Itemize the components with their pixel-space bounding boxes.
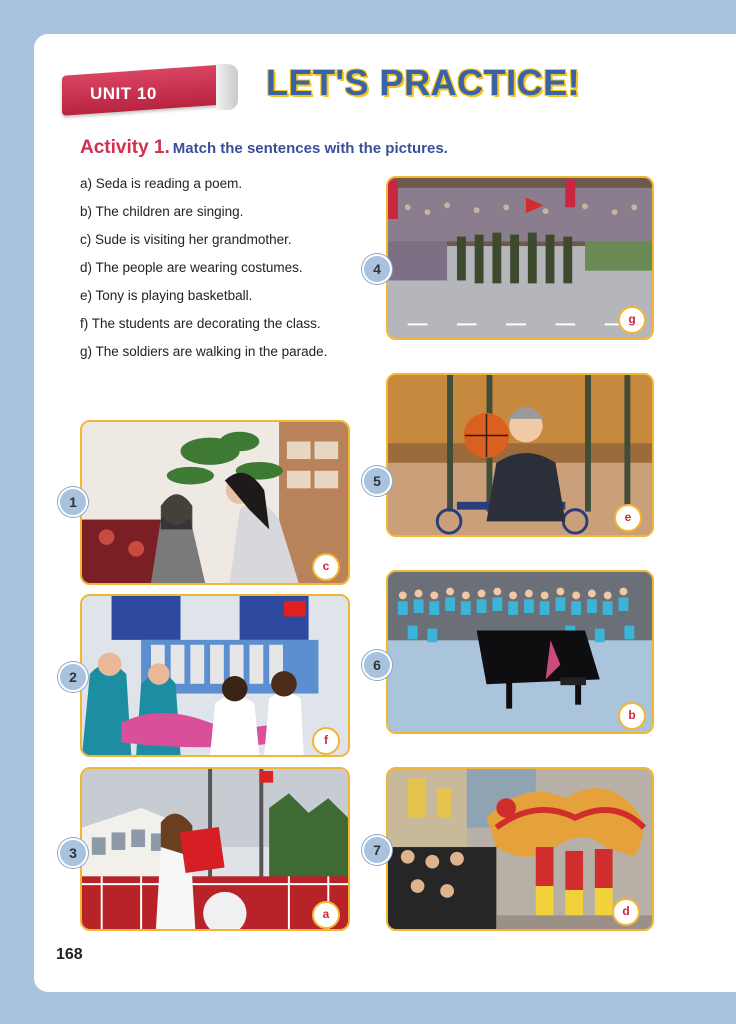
picture-2-classroom <box>80 594 350 757</box>
picture-1-grandmother <box>80 420 350 585</box>
picture-number-2: 2 <box>58 662 88 692</box>
answer-bubble-1: c <box>312 553 340 581</box>
picture-4-parade <box>386 176 654 340</box>
sentence-list <box>80 170 327 366</box>
answer-bubble-2: f <box>312 727 340 755</box>
choir-photo <box>388 572 652 732</box>
answer-bubble-3: a <box>312 901 340 929</box>
picture-number-7: 7 <box>362 835 392 865</box>
sentence-d: d) The people are wearing costumes. <box>80 260 303 275</box>
answer-bubble-6: b <box>618 702 646 730</box>
sentence-c: c) Sude is visiting her grandmother. <box>80 232 292 247</box>
page-number: 168 <box>56 946 83 963</box>
sentence-g: g) The soldiers are walking in the parade. <box>80 344 328 359</box>
picture-number-3: 3 <box>58 838 88 868</box>
unit-label: UNIT 10 <box>90 84 157 103</box>
poem-photo <box>82 769 348 929</box>
picture-number-1: 1 <box>58 487 88 517</box>
picture-number-5: 5 <box>362 466 392 496</box>
activity-instruction: Match the sentences with the pictures. <box>172 140 448 157</box>
parade-photo <box>388 178 652 338</box>
sentence-b: b) The children are singing. <box>80 204 244 219</box>
page-title: LET'S PRACTICE! <box>266 62 581 103</box>
ribbon-curl <box>216 64 238 110</box>
sentence-f: f) The students are decorating the class. <box>80 316 321 331</box>
picture-number-4: 4 <box>362 254 392 284</box>
classroom-photo <box>82 596 348 755</box>
activity-heading <box>80 137 448 159</box>
sentence-a: a) Seda is reading a poem. <box>80 176 243 191</box>
answer-bubble-4: g <box>618 306 646 334</box>
unit-ribbon <box>62 64 238 112</box>
basketball-photo <box>388 375 652 535</box>
sentence-e: e) Tony is playing basketball. <box>80 288 253 303</box>
grandmother-photo <box>82 422 348 583</box>
picture-number-6: 6 <box>362 650 392 680</box>
picture-6-choir <box>386 570 654 734</box>
answer-bubble-7: d <box>612 898 640 926</box>
activity-label: Activity 1. <box>80 137 170 158</box>
picture-3-poem <box>80 767 350 931</box>
answer-bubble-5: e <box>614 504 642 532</box>
